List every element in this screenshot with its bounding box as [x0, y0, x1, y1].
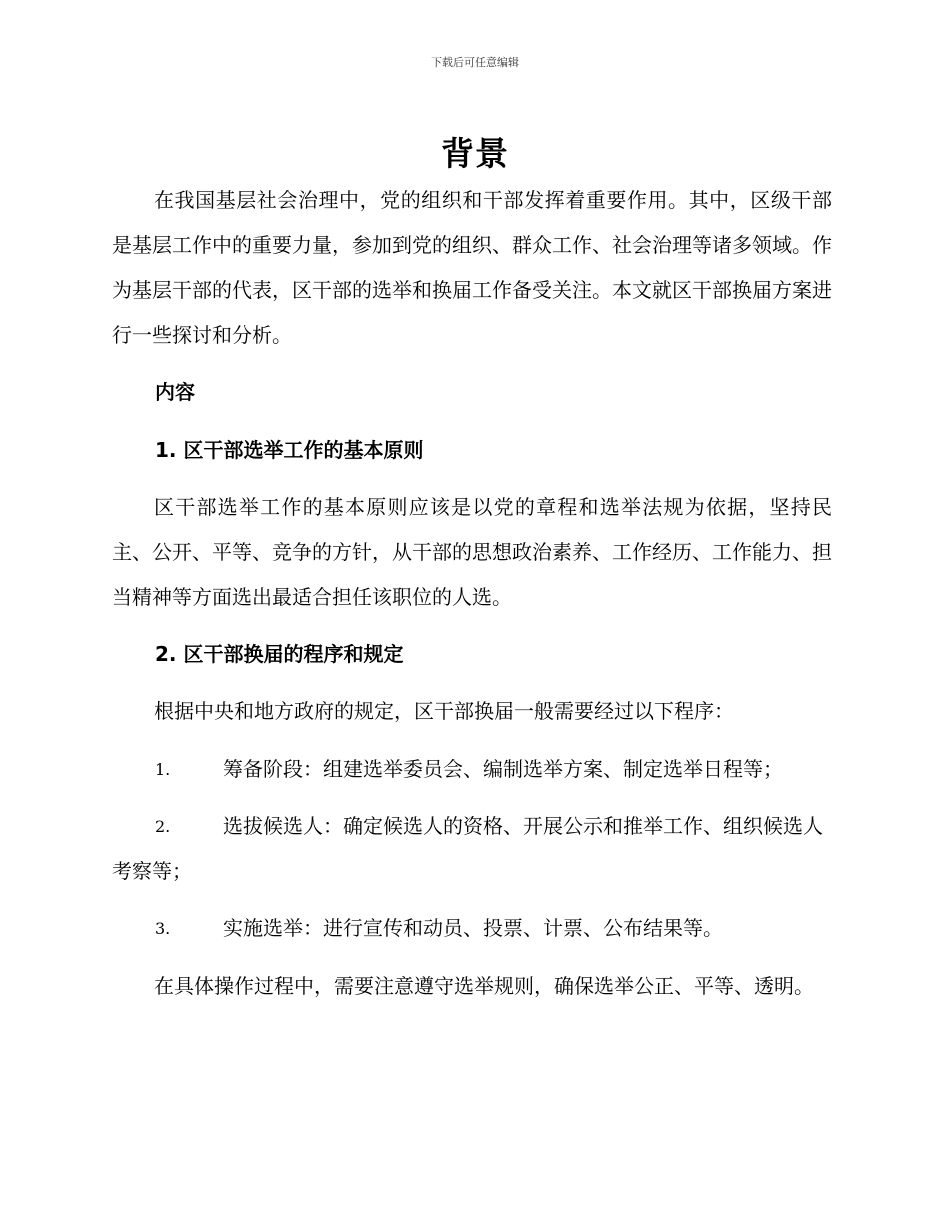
- list-item: [112, 747, 832, 792]
- section2-intro: 根据中央和地方政府的规定，区干部换届一般需要经过以下程序：: [154, 699, 734, 723]
- section1-body: 区干部选举工作的基本原则应该是以党的章程和选举法规为依据，坚持民主、公开、平等、竞争的方针，从干部的思想政治素养、工作经历、工作能力、担当精神等方面选出最适合担任该职位的人选。: [112, 495, 832, 609]
- list-item-number: 3.: [155, 919, 171, 938]
- page-title: 背景: [441, 134, 509, 173]
- list-item: [112, 804, 832, 894]
- header-note: 下载后可任意编辑: [431, 56, 519, 69]
- section2-closing: 在具体操作过程中，需要注意遵守选举规则，确保选举公正、平等、透明。: [154, 974, 814, 998]
- list-item: [112, 906, 832, 951]
- list-item-text: 实施选举：进行宣传和动员、投票、计票、公布结果等。: [223, 916, 723, 940]
- content-heading: 内容: [155, 380, 195, 404]
- list-item-number: 1.: [155, 760, 171, 779]
- list-item-text: 选拔候选人：确定候选人的资格、开展公示和推举工作、组织候选人考察等；: [112, 814, 823, 883]
- section1-heading: 1. 区干部选举工作的基本原则: [155, 438, 424, 462]
- intro-paragraph: 在我国基层社会治理中，党的组织和干部发挥着重要作用。其中，区级干部是基层工作中的重要力量，参加到党的组织、群众工作、社会治理等诸多领域。作为基层干部的代表，区干部的选举和换届工作备受关注。本文就区干部换届方案进行一些探讨和分析。: [112, 188, 832, 347]
- list-item-text: 筹备阶段：组建选举委员会、编制选举方案、制定选举日程等；: [223, 757, 783, 781]
- list-item-number: 2.: [155, 817, 171, 836]
- section2-heading: 2. 区干部换届的程序和规定: [155, 642, 404, 666]
